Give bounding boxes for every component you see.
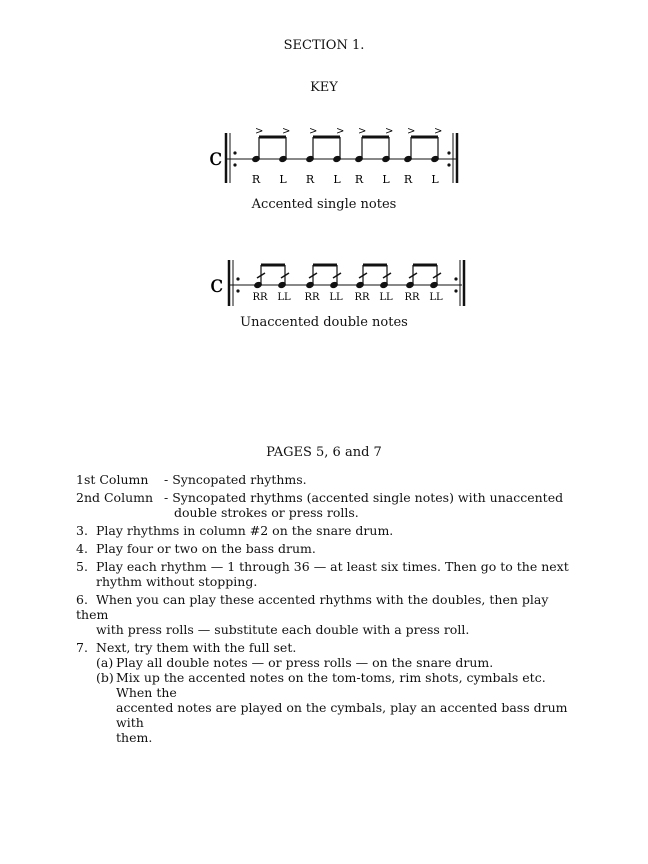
note-group: [252, 265, 443, 303]
note-group: [251, 126, 442, 186]
sticking-label: R: [403, 173, 413, 186]
item-text: - Syncopated rhythms (accented single notes) with unaccented: [164, 490, 564, 505]
repeat-start: [226, 133, 237, 183]
item-text: When you can play these accented rhythms with the doubles, then play them: [76, 592, 549, 622]
item-label: 2nd Column: [76, 490, 154, 505]
sub-item-a: [76, 655, 576, 670]
sticking-label: RR: [404, 292, 420, 303]
accent-mark: >: [255, 126, 264, 137]
repeat-start: [229, 260, 240, 306]
repeat-end: [454, 260, 464, 306]
sticking-label: RR: [354, 292, 370, 303]
sticking-label: LL: [379, 292, 393, 303]
caption-accented-single: Accented single notes: [251, 197, 397, 212]
item-text: rhythm without stopping.: [96, 574, 258, 589]
sub-item-b: [76, 670, 576, 745]
instructions: [76, 472, 576, 748]
item-text: with press rolls — substitute each double with a press roll.: [96, 622, 470, 637]
pages-title: PAGES 5, 6 and 7: [266, 445, 382, 460]
accent-mark: >: [385, 126, 394, 137]
sticking-label: RR: [252, 292, 268, 303]
sticking-label: R: [251, 173, 261, 186]
sticking-label: L: [279, 173, 287, 186]
sticking-label: RR: [304, 292, 320, 303]
sticking-label: L: [382, 173, 390, 186]
accent-mark: >: [282, 126, 291, 137]
repeat-end: [447, 133, 457, 183]
section-title: SECTION 1.: [283, 38, 365, 53]
sub-item-text: accented notes are played on the cymbals, play an accented bass drum with: [116, 700, 568, 730]
instruction-3: [76, 523, 576, 538]
instruction-4: [76, 541, 576, 556]
accent-mark: >: [336, 126, 345, 137]
sticking-label: L: [333, 173, 341, 186]
sticking-label: LL: [329, 292, 343, 303]
item-text: - Syncopated rhythms.: [164, 472, 307, 487]
accent-mark: >: [407, 126, 416, 137]
instruction-col2: [76, 490, 576, 520]
sticking-label: L: [431, 173, 439, 186]
instruction-7: [76, 640, 576, 745]
sub-item-label: (a): [96, 655, 114, 670]
instruction-6: [76, 592, 576, 637]
key-title: KEY: [310, 80, 338, 95]
item-label: 1st Column: [76, 472, 149, 487]
sticking-label: LL: [277, 292, 291, 303]
instruction-col1: [76, 472, 576, 487]
accent-mark: >: [434, 126, 443, 137]
staff-unaccented-double: [0, 258, 648, 318]
item-label: 4.: [76, 541, 88, 556]
item-label: 5.: [76, 559, 88, 574]
accent-mark: >: [309, 126, 318, 137]
instruction-5: [76, 559, 576, 589]
caption-unaccented-double: Unaccented double notes: [240, 315, 408, 330]
item-label: 3.: [76, 523, 88, 538]
sub-item-text: them.: [116, 730, 153, 745]
sub-item-text: Play all double notes — or press rolls — on the snare drum.: [116, 655, 494, 670]
sub-item-text: Mix up the accented notes on the tom-toms, rim shots, cymbals etc. When the: [116, 670, 546, 700]
sticking-label: LL: [429, 292, 443, 303]
accent-mark: >: [358, 126, 367, 137]
item-text: Play four or two on the bass drum.: [96, 541, 316, 556]
staff-accented-single: [0, 125, 648, 195]
sticking-label: R: [354, 173, 364, 186]
time-signature: c: [209, 143, 223, 171]
item-text: Play rhythms in column #2 on the snare drum.: [96, 523, 394, 538]
item-text: double strokes or press rolls.: [174, 505, 359, 520]
sub-item-label: (b): [96, 670, 114, 685]
item-text: Next, try them with the full set.: [96, 640, 297, 655]
sticking-label: R: [305, 173, 315, 186]
item-text: Play each rhythm — 1 through 36 — at least six times. Then go to the next: [96, 559, 569, 574]
item-label: 6.: [76, 592, 88, 607]
time-signature: c: [210, 270, 224, 298]
item-label: 7.: [76, 640, 88, 655]
